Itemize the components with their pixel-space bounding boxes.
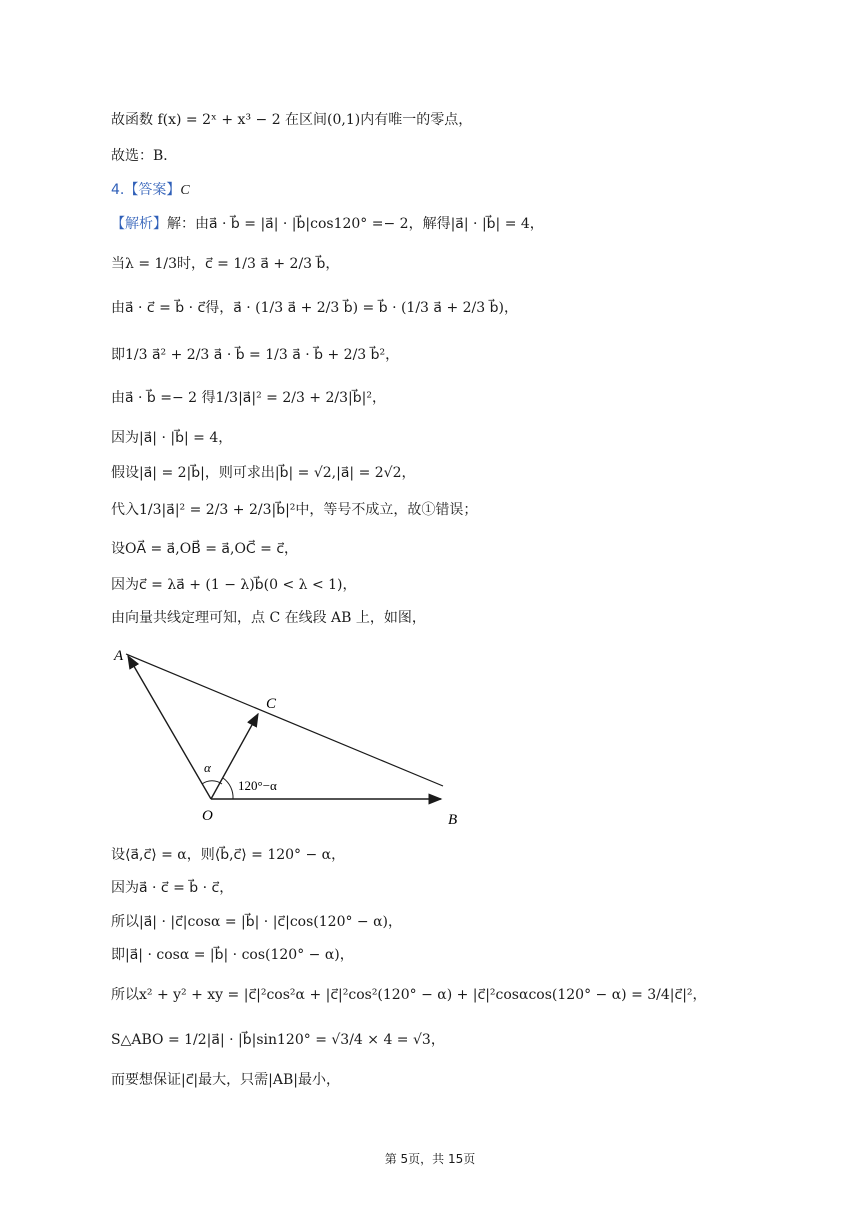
answer-label: 4.【答案】	[111, 182, 181, 198]
text-line-11: 因为c⃗ = λa⃗ + (1 − λ)b⃗(0 < λ < 1)，	[111, 577, 357, 593]
text-line-6: 由a⃗ · b⃗ =− 2 得1/3|a⃗|² = 2/3 + 2/3|b⃗|²，	[111, 390, 386, 406]
text-line-10: 设OA⃗ = a⃗,OB⃗ = a⃗,OC⃗ = c⃗，	[111, 541, 299, 557]
angle-arc	[223, 778, 233, 799]
text-line-14: 因为a⃗ · c⃗ = b⃗ · c⃗，	[111, 880, 234, 896]
point-o-label: O	[202, 808, 213, 824]
point-c-label: C	[266, 696, 277, 712]
point-a-label: A	[114, 648, 124, 664]
text-line-19: 而要想保证|c⃗|最大，只需|AB|最小，	[111, 1072, 340, 1088]
text-line-2: 故选：B．	[111, 148, 178, 164]
text-line-15: 所以|a⃗| · |c⃗|cosα = |b⃗| · |c⃗|cos(120° − α)，	[111, 914, 403, 930]
point-b-label: B	[448, 812, 458, 828]
text-line-17: 所以x² + y² + xy = |c⃗|²cos²α + |c⃗|²cos²(120° − α) + |c⃗|²cosαcos(120° − α) = 3/4|c⃗|²，	[111, 987, 707, 1003]
analysis-text: 解：由a⃗ · b⃗ = |a⃗| · |b⃗|cos120° =− 2，解得|a⃗| · |b⃗| = 4，	[167, 216, 544, 232]
text-line-13: 设⟨a⃗,c⃗⟩ = α，则⟨b⃗,c⃗⟩ = 120° − α，	[111, 847, 346, 863]
text-line-18: S△ABO = 1/2|a⃗| · |b⃗|sin120° = √3/4 × 4 = √3，	[111, 1032, 445, 1048]
text-line-4: 由a⃗ · c⃗ = b⃗ · c⃗得，a⃗ · (1/3 a⃗ + 2/3 b⃗) = b⃗ · (1/3 a⃗ + 2/3 b⃗)，	[111, 300, 518, 316]
text-line-5: 即1/3 a⃗² + 2/3 a⃗ · b⃗ = 1/3 a⃗ · b⃗ + 2/3 b⃗²，	[111, 347, 400, 363]
text-line-16: 即|a⃗| · cosα = |b⃗| · cos(120° − α)，	[111, 947, 354, 963]
analysis-line	[111, 214, 544, 234]
segment-ab	[126, 654, 443, 786]
text-line-1: 故函数 f(x) = 2ˣ + x³ − 2 在区间(0,1)内有唯一的零点，	[111, 112, 473, 128]
answer-line	[111, 180, 190, 201]
text-line-3: 当λ = 1/3时，c⃗ = 1/3 a⃗ + 2/3 b⃗，	[111, 256, 340, 272]
angle-label: 120°−α	[238, 778, 277, 793]
alpha-label: α	[204, 760, 211, 775]
analysis-label: 【解析】	[111, 216, 167, 232]
vector-figure	[108, 640, 468, 830]
answer-value: C	[180, 183, 190, 198]
text-line-8: 假设|a⃗| = 2|b⃗|，则可求出|b⃗| = √2,|a⃗| = 2√2，	[111, 465, 416, 481]
text-line-12: 由向量共线定理可知，点 C 在线段 AB 上，如图，	[111, 610, 426, 626]
text-line-9: 代入1/3|a⃗|² = 2/3 + 2/3|b⃗|²中，等号不成立，故①错误；	[111, 502, 478, 518]
page-footer: 第 5页，共 15页	[384, 1152, 476, 1166]
vector-oa-arrow	[128, 656, 211, 799]
text-line-7: 因为|a⃗| · |b⃗| = 4，	[111, 430, 233, 446]
